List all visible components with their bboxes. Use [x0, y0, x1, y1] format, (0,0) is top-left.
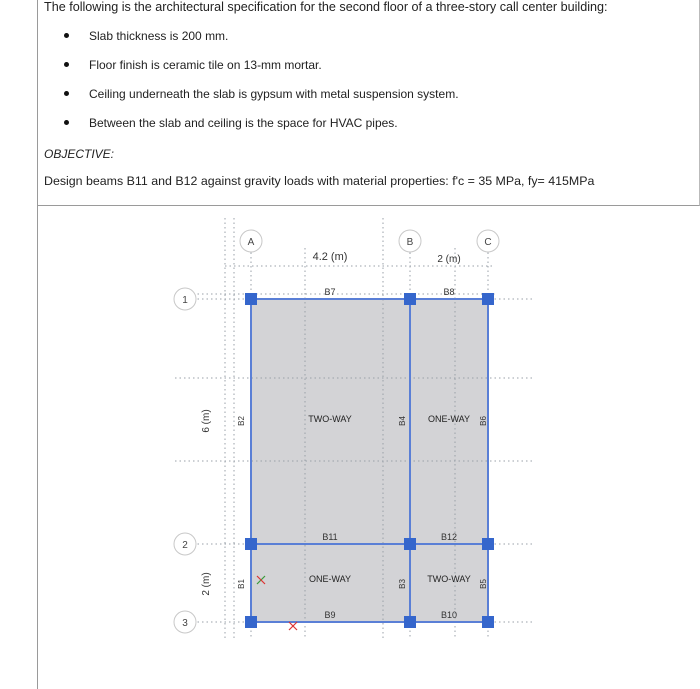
bullet-floor-finish: [64, 58, 322, 72]
slab-label-bottom-right: TWO-WAY: [427, 574, 471, 584]
bullet-slab-thickness: [64, 29, 228, 43]
column-c1: [482, 293, 494, 305]
bullet-dot-icon: [64, 33, 69, 38]
slab-label-bottom-left: ONE-WAY: [309, 574, 351, 584]
bullet-text: Between the slab and ceiling is the space for HVAC pipes.: [89, 116, 398, 130]
column-b3: [404, 616, 416, 628]
beam-label-b5: B5: [479, 579, 488, 589]
grid-bubble-b: [399, 230, 421, 252]
slab-label-top-left: TWO-WAY: [308, 414, 352, 424]
column-a3: [245, 616, 257, 628]
floor-plan-drawing: [165, 218, 535, 638]
grid-bubble-1: [174, 288, 196, 310]
beam-label-b9: B9: [324, 610, 336, 620]
column-a2: [245, 538, 257, 550]
beam-label-b4: B4: [398, 416, 407, 426]
floor-plan-svg: [165, 218, 535, 638]
span-label-bc: 2 (m): [437, 254, 461, 265]
design-requirement: Design beams B11 and B12 against gravity loads with material properties: f'c = 35 MPa, fy= 415MPa: [44, 174, 595, 188]
span-label-row12: 6 (m): [201, 409, 212, 433]
column-b2: [404, 538, 416, 550]
bullet-dot-icon: [64, 91, 69, 96]
beam-label-b10: B10: [440, 610, 458, 620]
beam-label-b8: B8: [443, 287, 455, 297]
bullet-text: Slab thickness is 200 mm.: [89, 29, 229, 43]
grid-bubble-c: [477, 230, 499, 252]
beam-label-b2: B2: [237, 416, 246, 426]
beam-label-b11: B11: [322, 532, 338, 542]
bullet-dot-icon: [64, 120, 69, 125]
grid-bubble-a: [240, 230, 262, 252]
bullet-hvac-space: [64, 116, 398, 130]
beam-label-b12: B12: [440, 532, 458, 542]
bullet-text: Ceiling underneath the slab is gypsum with metal suspension system.: [89, 87, 459, 101]
column-a1: [245, 293, 257, 305]
beam-label-b3: B3: [398, 579, 407, 589]
slab-label-top-right: ONE-WAY: [428, 414, 470, 424]
grid-label-b: B: [406, 237, 414, 248]
span-label-row23: 2 (m): [201, 572, 212, 596]
objective-heading: OBJECTIVE:: [44, 147, 115, 161]
grid-label-3: 3: [182, 618, 188, 629]
bullet-ceiling: [64, 87, 459, 101]
beam-label-b1: B1: [237, 579, 246, 589]
beam-label-b7: B7: [324, 287, 336, 297]
grid-label-1: 1: [182, 295, 188, 306]
span-label-ab: 4.2 (m): [312, 251, 348, 263]
grid-bubble-3: [174, 611, 196, 633]
column-c3: [482, 616, 494, 628]
grid-label-a: A: [247, 237, 255, 248]
column-b1: [404, 293, 416, 305]
bullet-dot-icon: [64, 62, 69, 67]
beam-label-b6: B6: [479, 416, 488, 426]
column-c2: [482, 538, 494, 550]
grid-label-2: 2: [182, 540, 188, 551]
intro-text: The following is the architectural specification for the second floor of a three-story call center building:: [44, 0, 608, 14]
bullet-text: Floor finish is ceramic tile on 13-mm mortar.: [89, 58, 322, 72]
grid-label-c: C: [484, 237, 492, 248]
grid-bubble-2: [174, 533, 196, 555]
